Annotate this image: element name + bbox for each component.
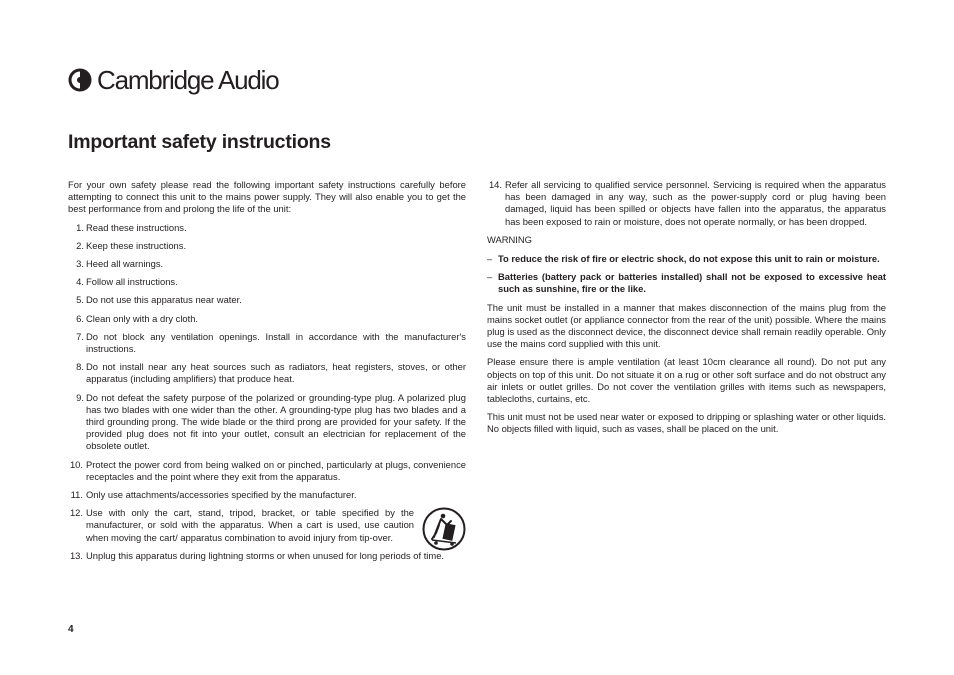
page-title: Important safety instructions [68, 131, 331, 153]
right-column [487, 179, 886, 442]
instruction-item [68, 361, 466, 385]
left-column [68, 179, 466, 568]
instruction-item [68, 392, 466, 453]
instruction-item [487, 179, 886, 228]
item-text: Only use attachments/accessories specified by the manufacturer. [86, 489, 357, 501]
item-number: 5. [76, 294, 84, 306]
instruction-item [68, 294, 466, 306]
item-number: 1. [76, 221, 84, 233]
item-number: 14. [488, 179, 502, 190]
item-text: Use with only the cart, stand, tripod, bracket, or table specified by the manufacturer, or sold with the apparatus. When a cart is used, use caution when moving the cart/ apparatus combination to avoid injury from tip-over. [86, 507, 414, 543]
item-number: 12. [69, 507, 83, 519]
intro-paragraph: For your own safety please read the following important safety instructions carefully before attempting to connect this unit to the mains power supply. They will also enable you to get the best performance from and prolong the life of the unit: [68, 179, 466, 215]
instruction-item [68, 507, 466, 544]
cambridge-audio-logo-icon [68, 68, 92, 92]
instruction-item [68, 276, 466, 288]
item-number: 7. [76, 330, 84, 342]
body-paragraph: Please ensure there is ample ventilation (at least 10cm clearance all round). Do not put any objects on top of this unit. Do not situate it on a rug or other soft surface and do not obstruct any air inlets or outlet grilles. Do not cover the ventilation grilles with items such as newspapers, tablecloths, curtains, etc. [487, 356, 886, 405]
warning-item [487, 271, 886, 295]
item-number: 6. [76, 312, 84, 324]
instruction-item [68, 222, 466, 234]
item-text: Follow all instructions. [86, 276, 178, 288]
item-number: 11. [70, 489, 83, 501]
warning-text: Batteries (battery pack or batteries installed) shall not be exposed to excessive heat such as sunshine, fire or the like. [498, 271, 886, 295]
instruction-item [68, 489, 466, 501]
item-text: Do not install near any heat sources such as radiators, heat registers, stoves, or other apparatus (including amplifiers) that produce heat. [86, 361, 466, 385]
item-text: Heed all warnings. [86, 258, 164, 270]
dash-marker: – [487, 271, 493, 283]
instruction-item [68, 240, 466, 252]
instruction-item [68, 258, 466, 270]
item-text: Refer all servicing to qualified service personnel. Servicing is required when the apparatus has been damaged in any way, such as the power-supply cord or plug having been damaged, liquid has been spilled or objects have fallen into the apparatus, the apparatus has been exposed to rain or moisture, does not operate normally, or has been dropped. [505, 179, 886, 227]
brand-name: Cambridge Audio [97, 65, 279, 95]
item-number: 2. [76, 239, 84, 251]
item-text: Do not block any ventilation openings. Install in accordance with the manufacturer's instructions. [86, 330, 466, 355]
body-paragraph: This unit must not be used near water or exposed to dripping or splashing water or other liquids. No objects filled with liquid, such as vases, shall be placed on the unit. [487, 411, 886, 435]
item-number: 8. [76, 361, 84, 373]
item-text: Keep these instructions. [86, 239, 187, 251]
item-text: Do not use this apparatus near water. [86, 294, 242, 306]
brand-logo [68, 66, 278, 94]
item-number: 10. [69, 458, 83, 470]
cart-tip-over-warning-icon [422, 507, 466, 551]
item-text: Read these instructions. [86, 221, 187, 233]
item-number: 3. [76, 258, 84, 270]
instruction-item [68, 331, 466, 355]
dash-marker: – [487, 253, 493, 265]
item-number: 4. [76, 276, 84, 288]
item-number: 13. [69, 549, 83, 561]
page-number: 4 [68, 624, 74, 635]
warning-item [487, 253, 886, 265]
item-text: Clean only with a dry cloth. [86, 312, 199, 324]
warning-title: WARNING [487, 233, 532, 245]
body-paragraph: The unit must be installed in a manner that makes disconnection of the mains plug from the mains socket outlet (or appliance connector from the rear of the unit) possible. Where the mains plug is used as the disconnect device, the disconnect device shall remain readily operable. Only use the mains cord supplied with this unit. [487, 301, 886, 350]
item-text: Do not defeat the safety purpose of the polarized or grounding-type plug. A polarized plug has two blades with one wider than the other. A grounding-type plug has two blades and a third grounding prong. The wide blade or the third prong are provided for your safety. If the provided plug does not fit into your outlet, consult an electrician for replacement of the obsolete outlet. [86, 391, 466, 452]
warning-text: To reduce the risk of fire or electric shock, do not expose this unit to rain or moisture. [498, 253, 880, 265]
item-number: 9. [76, 391, 84, 403]
instruction-item [68, 550, 466, 562]
instruction-item [68, 459, 466, 483]
instruction-item [68, 313, 466, 325]
item-text: Unplug this apparatus during lightning storms or when unused for long periods of time. [86, 549, 445, 561]
item-text: Protect the power cord from being walked on or pinched, particularly at plugs, convenience receptacles and the point where they exit from the apparatus. [86, 458, 466, 482]
